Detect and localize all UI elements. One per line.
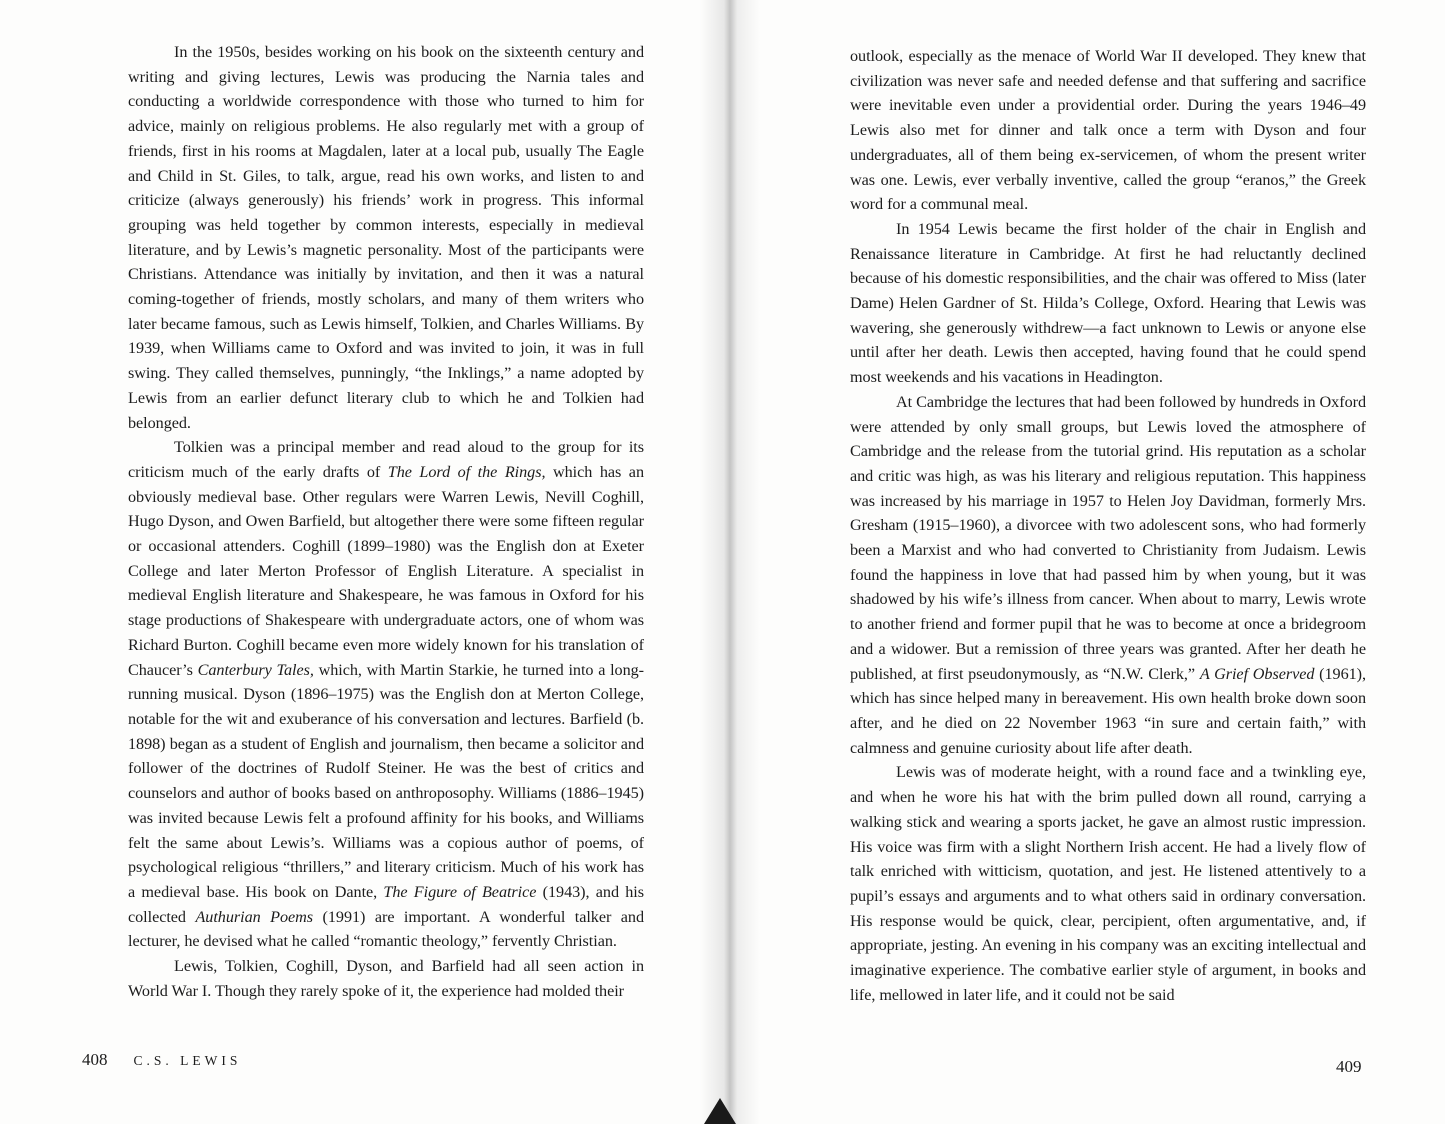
text-run: which, with Martin Starkie, he turned into a long-running musical. Dyson (1896–1975) was the English don at Merton College, notable for the wit and exuberance of his conversation and lectures. Barfield (b. 1898) began as a student of English and journalism, then became a solicitor and follower of the doctrines of Rudolf Steiner. He was the best of critics and counselors and author of books based on anthroposophy. Williams (1886–1945) was invited because Lewis felt a profound affinity for his books, and Williams felt the same about Lewis’s. Williams was a copious author of poems, of psychological religious “thrillers,” and literary criticism. Much of his work has a medieval base. His book on Dante, [128,660,644,901]
page-number-left: 408 [82,1050,108,1069]
left-page [0,0,722,1124]
text-run: which has an obviously medieval base. Other regulars were Warren Lewis, Nevill Coghill, Hugo Dyson, and Owen Barfield, but altogether there were some fifteen regular or occasional attenders. Coghill (1899–1980) was the English don at Exeter College and later Merton Professor of English Literature. A specialist in medieval English literature and Shakespeare, he was famous in Oxford for his stage productions of Shakespeare with undergraduate actors, one of whom was Richard Burton. Coghill became even more widely known for his translation of Chaucer’s [128,462,644,679]
italic-title: The Lord of the Rings, [387,462,546,481]
paragraph-p3 [128,954,644,1003]
text-run: Lewis, Tolkien, Coghill, Dyson, and Barfield had all seen action in World War I. Though they rarely spoke of it, the experience had molded their [128,957,644,1000]
text-run: outlook, especially as the menace of World War II developed. They knew that civilization was never safe and needed defense and that suffering and sacrifice were inevitable even under a providential order. During the years 1946–49 Lewis also met for dinner and talk once a term with Dyson and four undergraduates, all of them being ex-servicemen, of whom the present writer was one. Lewis, ever verbally inventive, called the group “eranos,” the Greek word for a communal meal. [850,47,1366,214]
left-page-text [128,40,644,1003]
text-run: At Cambridge the lectures that had been followed by hundreds in Oxford were attended by only small groups, but Lewis loved the atmosphere of Cambridge and the release from the tutorial grind. His reputation as a scholar and critic was high, as was his literary and religious reputation. This happiness was increased by his marriage in 1957 to Helen Joy Davidman, formerly Mrs. Gresham (1915–1960), a divorcee with two adolescent sons, who had formerly been a Marxist and who had converted to Christianity from Judaism. Lewis found the happiness in love that had passed him by when young, but it was shadowed by his wife’s illness from cancer. When about to marry, Lewis wrote to another friend and former pupil that he was to become at once a bridegroom and a widower. But a remission of three years was granted. After her death he published, at first pseudonymously, as “N.W. Clerk,” [850,392,1366,683]
running-head: C.S. LEWIS [133,1053,242,1068]
right-page-text [850,44,1366,1007]
text-run: Lewis was of moderate height, with a round face and a twinkling eye, and when he wore his hat with the brim pulled down all round, carrying a walking stick and wearing a sports jacket, he gave an almost rustic impression. His voice was firm with a slight Northern Irish accent. He had a lively flow of talk enriched with witticism, quotation, and jest. He listened attentively to a pupil’s essays and arguments and to what others said in ordinary conversation. His response would be quick, clear, percipient, often argumentative, and, if appropriate, jesting. An evening in his company was an exciting intellectual and imaginative experience. The combative earlier style of argument, in books and life, mellowed in later life, and it could not be said [850,763,1366,1004]
text-run: (1943), and his collected [128,882,644,926]
italic-title: The Figure of Beatrice [383,882,537,901]
text-run: (1961), which has since helped many in bereavement. His own health broke down soon after, and he died on 22 November 1963 “in sure and certain faith,” with calmness and genuine curiosity about life after death. [850,664,1367,757]
paragraph-r3 [850,390,1366,761]
paragraph-p2 [128,435,644,954]
italic-title: Authurian Poems [195,907,314,926]
text-run: In 1954 Lewis became the first holder of the chair in English and Renaissance literature in Cambridge. At first he had reluctantly declined because of his domestic responsibilities, and the chair was offered to Miss (later Dame) Helen Gardner of St. Hilda’s College, Oxford. Hearing that Lewis was wavering, she generously withdrew—a fact unknown to Lewis or anyone else until after her death. Lewis then accepted, having found that he could spend most weekends and his vacations in Headington. [850,219,1366,387]
page-number-right: 409 [1336,1057,1362,1076]
text-run: In the 1950s, besides working on his book on the sixteenth century and writing and giving lectures, Lewis was producing the Narnia tales and conducting a worldwide correspondence with those who turned to him for advice, mainly on religious problems. He also regularly met with a group of friends, first in his rooms at Magdalen, later at a local pub, usually The Eagle and Child in St. Giles, to talk, argue, read his own works, and listen to and criticize (always generously) his friends’ work in progress. This informal grouping was held together by common interests, especially in medieval literature, and by Lewis’s magnetic personality. Most of the participants were Christians. Attendance was initially by invitation, and then it was a natural coming-together of friends, mostly scholars, and many of them writers who later became famous, such as Lewis himself, Tolkien, and Charles Williams. By 1939, when Williams came to Oxford and was invited to join, it was in full swing. They called themselves, punningly, “the Inklings,” a name adopted by Lewis from an earlier defunct literary club to which he and Tolkien had belonged. [128,43,644,432]
paragraph-r1 [850,44,1366,217]
left-page-footer [82,1050,241,1070]
italic-title: A Grief Observed [1199,664,1315,683]
paragraph-r2 [850,217,1366,390]
paragraph-p1 [128,40,644,435]
right-page [722,0,1445,1124]
italic-title: Canterbury Tales, [197,660,314,679]
text-run: Tolkien was a principal member and read aloud to the group for its criticism much of the early drafts of [128,438,644,481]
gutter-corner-shadow [704,1098,736,1124]
paragraph-r4 [850,760,1366,1007]
text-run: (1991) are important. A wonderful talker and lecturer, he devised what he called “romantic theology,” fervently Christian. [128,907,645,951]
book-gutter-shadow [700,0,760,1124]
